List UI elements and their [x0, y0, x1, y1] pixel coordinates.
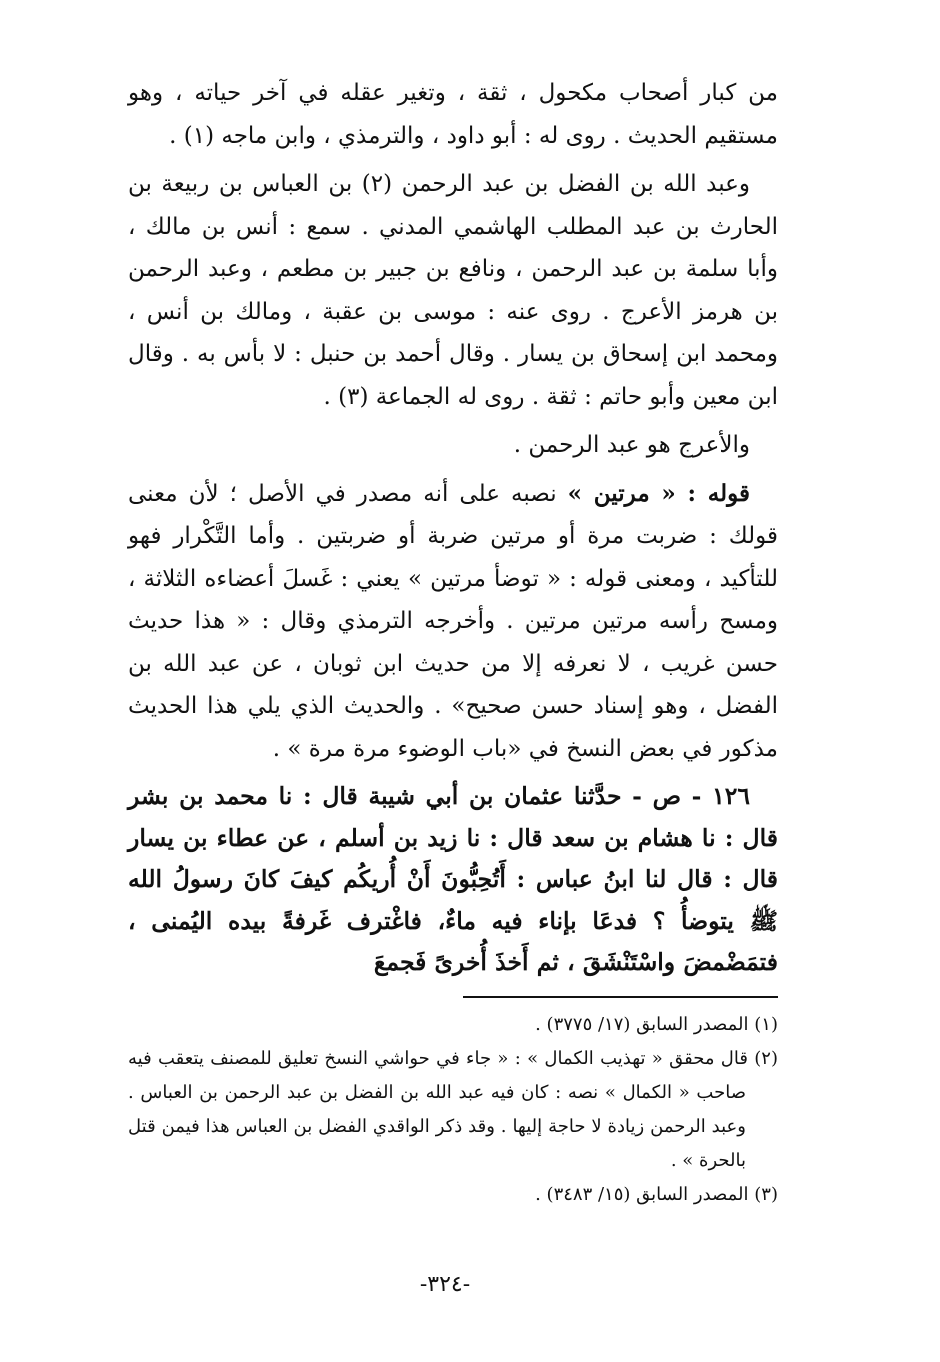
main-text: [128, 72, 778, 990]
paragraph-narrator-end: من كبار أصحاب مكحول ، ثقة ، وتغير عقله في آخر حياته ، وهو مستقيم الحديث . روى له : أبو داود ، والترمذي ، وابن ماجه (١) .: [128, 80, 778, 149]
footnote-2: (٢) قال محقق « تهذيب الكمال » : « جاء في حواشي النسخ تعليق للمصنف يتعقب فيه صاحب « الكمال » نصه : كان فيه عبد الله بن الفضل بن عبد الرحمن بن العباس . وعبد الرحمن زيادة لا حاجة إليها . وقد ذكر الواقدي الفضل بن العباس هذا فيمن قتل بالحرة » .: [128, 1048, 778, 1171]
paragraph-commentary: [128, 473, 778, 771]
commentary-lead: قوله : « مرتين »: [567, 479, 750, 507]
page-number: -٣٢٤-: [419, 1272, 471, 1297]
footnote-separator: [463, 996, 778, 998]
footnote-3: (٣) المصدر السابق (١٥/ ٣٤٨٣) .: [535, 1184, 778, 1205]
commentary-text: نصبه على أنه مصدر في الأصل ؛ لأن معنى قولك : ضربت مرة أو مرتين ضربة أو ضربتين . وأما التَّكْرار فهو للتأكيد ، ومعنى قوله : « توضأ مرتين » يعني : غَسلَ أعضاءه الثلاثة ، ومسح رأسه مرتين مرتين . وأخرجه الترمذي وقال : « هذا حديث حسن غريب ، لا نعرفه إلا من حديث ابن ثوبان ، عن عبد الله بن الفضل ، وهو إسناد حسن صحيح» . والحديث الذي يلي هذا الحديث مذكور في بعض النسخ في «باب الوضوء مرة مرة » .: [128, 480, 778, 762]
paragraph-aaraj: والأعرج هو عبد الرحمن .: [513, 432, 750, 458]
hadith-126: ١٢٦ - ص - حدَّثنا عثمان بن أبي شيبة قال : نا محمد بن بشر قال : نا هشام بن سعد قال : نا زيد بن أسلم ، عن عطاء بن يسار قال : قال لنا ابنُ عباس : أَتُحِبُّونَ أَنْ أُريكُم كيفَ كانَ رسولُ الله ﷺ يتوضأُ ؟ فدعَا بإناء فيه ماءٌ، فاغْترف غَرفةً بيده اليُمنى ، فتمَضْمضَ واسْتَنْشَقَ ، ثم أَخذَ أُخرىً فَجمعَ: [128, 782, 778, 976]
footnotes: [128, 1008, 778, 1212]
footnote-1: (١) المصدر السابق (١٧/ ٣٧٧٥) .: [535, 1014, 778, 1035]
paragraph-abdullah-bin-fadl: وعبد الله بن الفضل بن عبد الرحمن (٢) بن العباس بن ربيعة بن الحارث بن عبد المطلب الهاشمي المدني . سمع : أنس بن مالك ، وأبا سلمة بن عبد الرحمن ، ونافع بن جبير بن مطعم ، وعبد الرحمن بن هرمز الأعرج . روى عنه : موسى بن عقبة ، ومالك بن أنس ، ومحمد ابن إسحاق بن يسار . وقال أحمد بن حنبل : لا بأس به . وقال ابن معين وأبو حاتم : ثقة . روى له الجماعة (٣) .: [128, 171, 778, 410]
